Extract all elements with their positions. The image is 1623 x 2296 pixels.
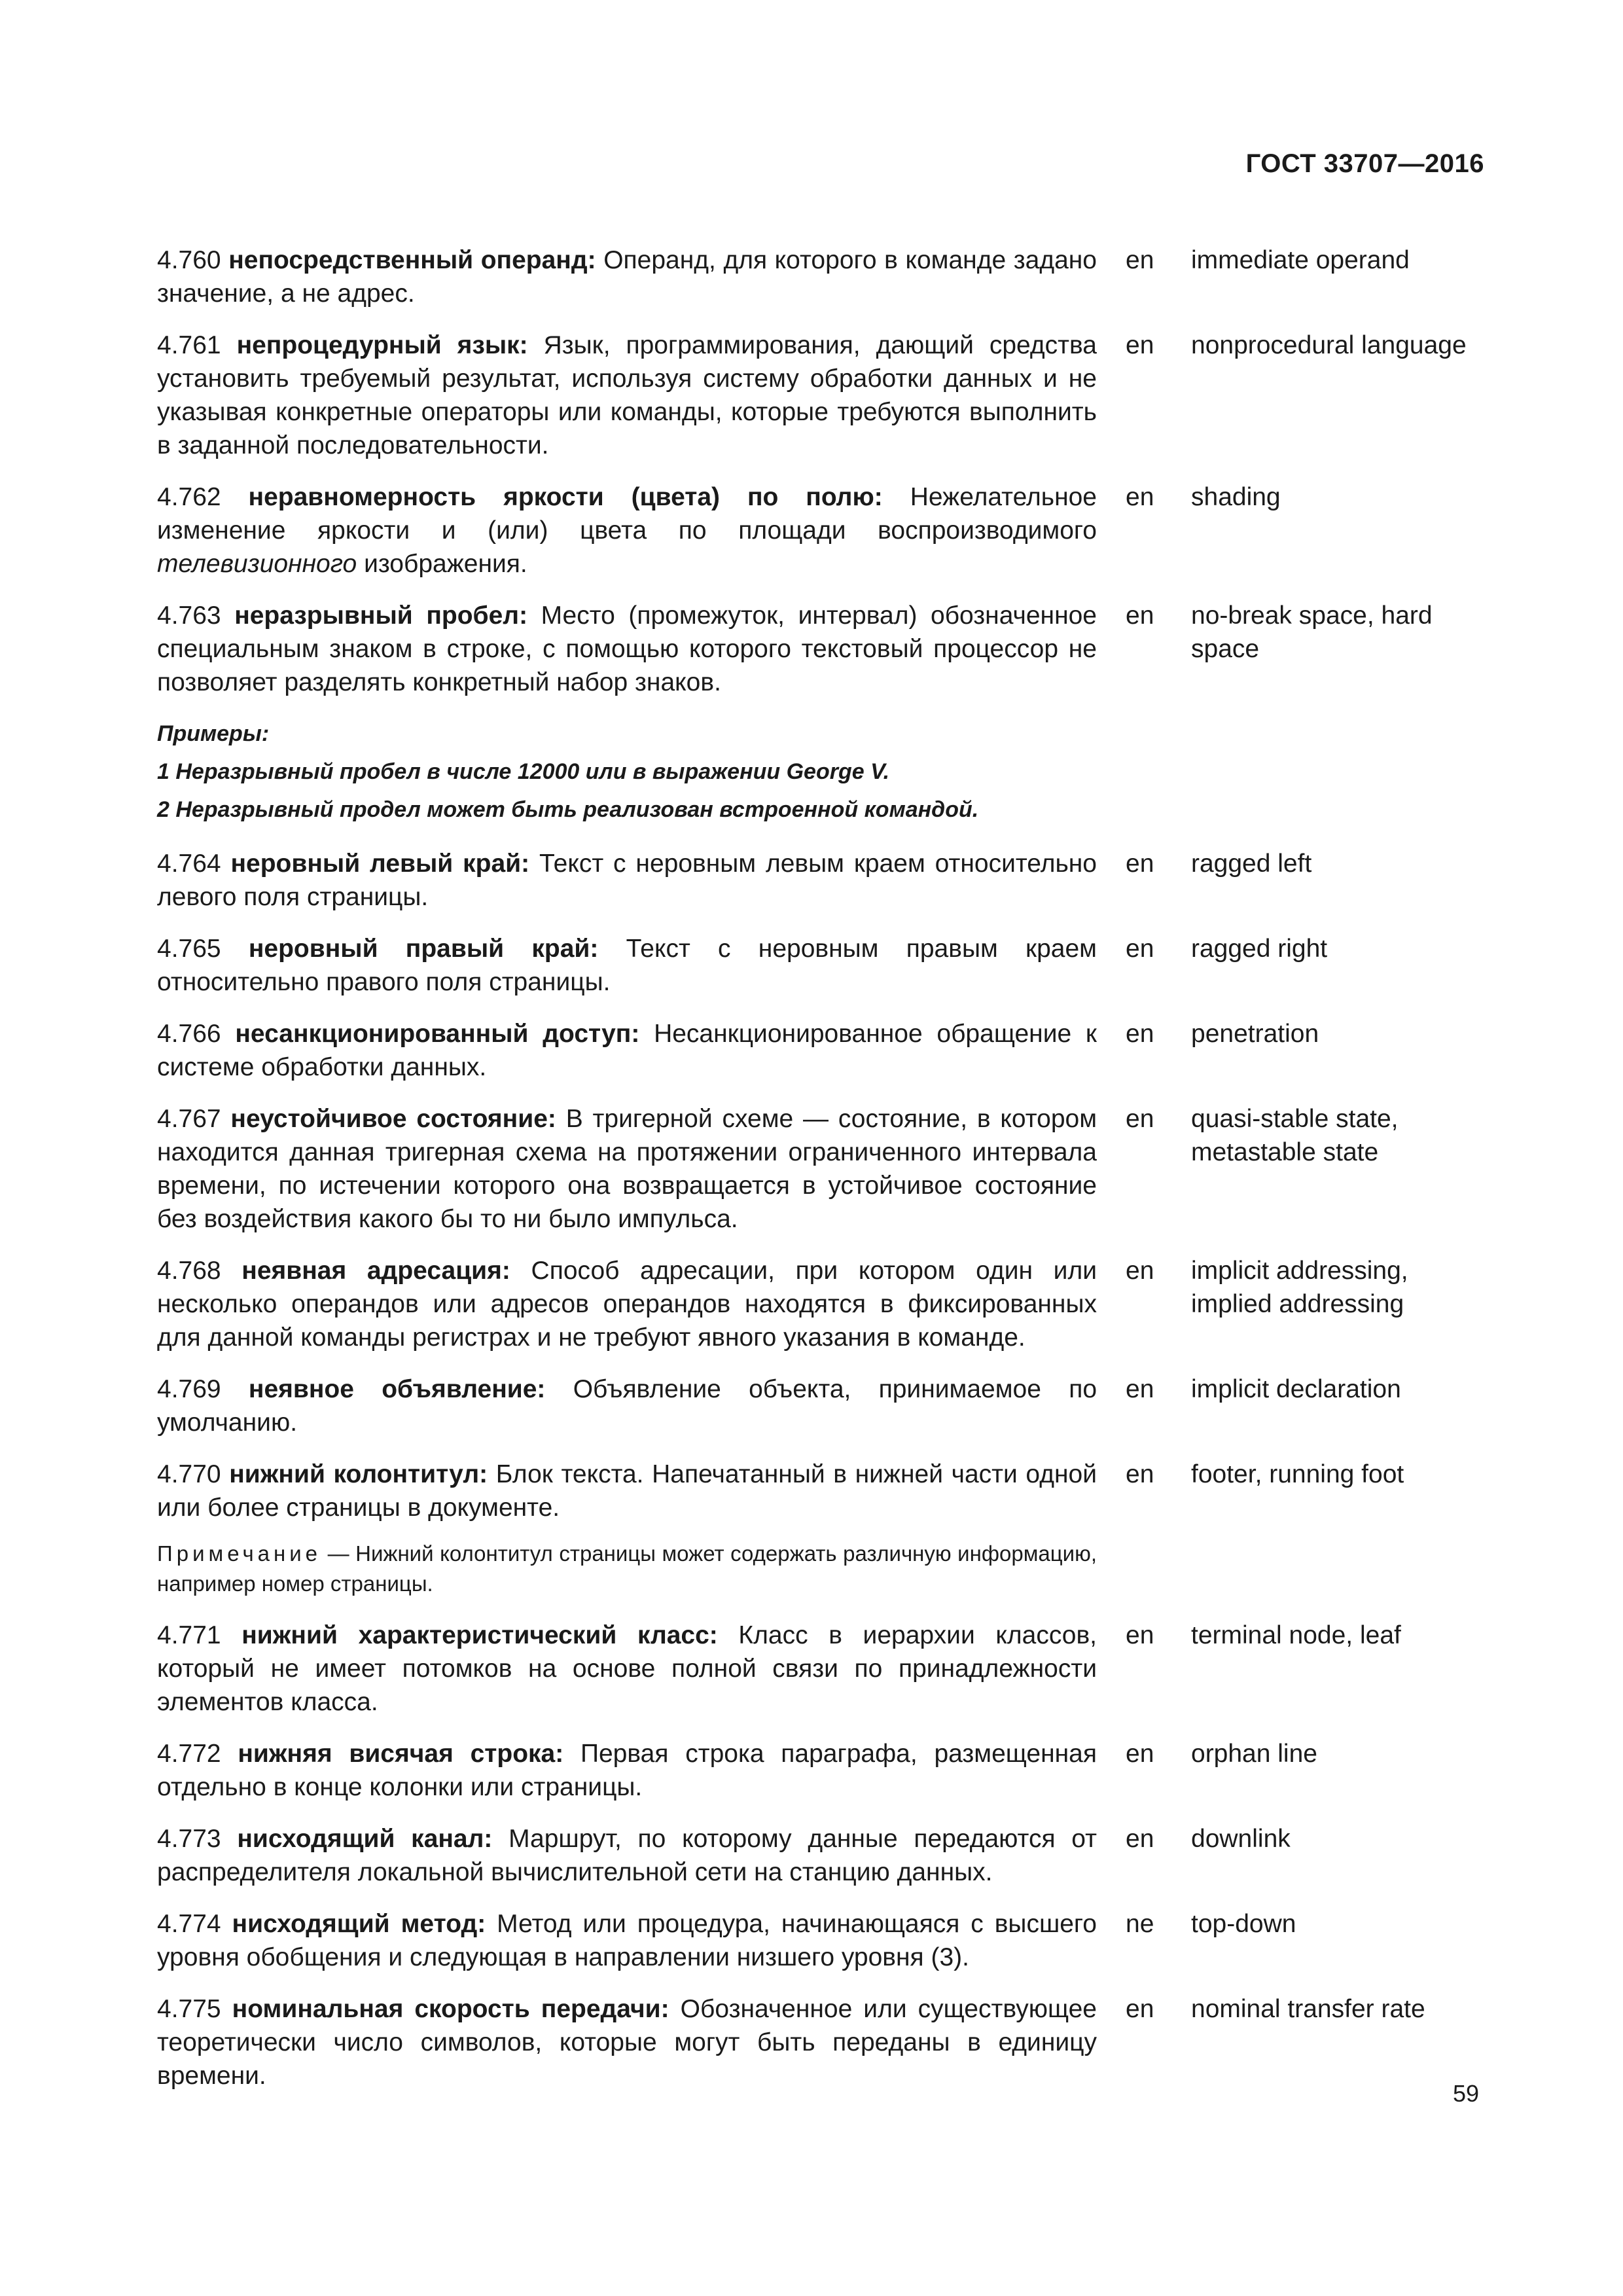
entry-number: 4.773 xyxy=(157,1825,221,1853)
entry-english-term: ragged right xyxy=(1191,935,1328,963)
entry-definition xyxy=(157,599,1097,699)
entry-number: 4.775 xyxy=(157,1995,221,2023)
entry-term: нисходящий метод: xyxy=(232,1910,486,1938)
entry-4-775 xyxy=(157,1992,1486,2092)
entry-definition xyxy=(157,480,1097,581)
entry-term: непосредственный операнд: xyxy=(228,246,596,274)
entry-lang: en xyxy=(1126,1995,1154,2023)
entry-lang: en xyxy=(1126,850,1154,878)
entry-english-term: shading xyxy=(1191,483,1281,511)
entry-term: неустойчивое состояние: xyxy=(230,1105,556,1133)
entry-term: нижняя висячая строка: xyxy=(238,1740,564,1768)
entry-4-770 xyxy=(157,1458,1486,1524)
entry-text: Операнд, для которого в команде задано значение, а не адрес. xyxy=(157,246,1097,308)
entry-term: нисходящий канал: xyxy=(237,1825,493,1853)
entry-definition xyxy=(157,932,1097,999)
entry-lang: en xyxy=(1126,601,1154,630)
entry-english-term: orphan line xyxy=(1191,1740,1317,1768)
entry-term: нижний характеристический класс: xyxy=(241,1621,718,1649)
entry-lang: en xyxy=(1126,1020,1154,1048)
entry-term: неявная адресация: xyxy=(241,1257,510,1285)
note-block xyxy=(157,1539,1097,1599)
standard-code: ГОСТ 33707—2016 xyxy=(1245,149,1484,178)
entry-4-765 xyxy=(157,932,1486,999)
entry-4-763 xyxy=(157,599,1486,699)
entry-number: 4.771 xyxy=(157,1621,221,1649)
entry-lang: en xyxy=(1126,935,1154,963)
entry-term: номинальная скорость передачи: xyxy=(232,1995,669,2023)
entry-text: Текст с неровным правым краем относительно правого поля страницы. xyxy=(157,935,1097,996)
entry-number: 4.774 xyxy=(157,1910,221,1938)
entry-term: неразрывный пробел: xyxy=(234,601,528,630)
examples-block xyxy=(157,715,1097,829)
entry-4-762 xyxy=(157,480,1486,581)
entry-definition xyxy=(157,1619,1097,1719)
entry-term: неявное объявление: xyxy=(248,1375,546,1403)
entry-text: Обозначенное или существующее теоретически число символов, которые могут быть переданы в единицу времени. xyxy=(157,1995,1097,2090)
entry-term: нижний колонтитул: xyxy=(229,1460,488,1488)
example-item: 2 Неразрывный продел может быть реализован встроенной командой. xyxy=(157,797,979,822)
entry-english-term: footer, running foot xyxy=(1191,1460,1404,1488)
entry-term: неровный правый край: xyxy=(248,935,599,963)
entry-english-term: terminal node, leaf xyxy=(1191,1621,1401,1649)
entry-4-766 xyxy=(157,1017,1486,1084)
entry-number: 4.768 xyxy=(157,1257,221,1285)
entry-lang: en xyxy=(1126,1105,1154,1133)
entry-definition xyxy=(157,1254,1097,1354)
entry-4-760 xyxy=(157,243,1486,310)
entry-4-773 xyxy=(157,1822,1486,1889)
entry-text: Способ адресации, при котором один или несколько операндов или адресов операндов находятся в фиксированных для данной команды регистрах и не требуют явного указания в команде. xyxy=(157,1257,1097,1352)
entry-text: Текст с неровным левым краем относительно левого поля страницы. xyxy=(157,850,1097,911)
entry-definition xyxy=(157,1992,1097,2092)
note-text: — Нижний колонтитул страницы может содержать различную информацию, например номер страницы. xyxy=(157,1541,1097,1596)
entry-number: 4.763 xyxy=(157,601,221,630)
entry-english-term: nonprocedural language xyxy=(1191,331,1467,359)
glossary-body xyxy=(157,243,1486,2111)
entry-number: 4.769 xyxy=(157,1375,221,1403)
entry-definition xyxy=(157,1372,1097,1439)
entry-english-term: quasi-stable state, metastable state xyxy=(1191,1105,1399,1166)
entry-lang: en xyxy=(1126,1621,1154,1649)
example-item: 1 Неразрывный пробел в числе 12000 или в выражении George V. xyxy=(157,759,890,784)
entry-english-term: downlink xyxy=(1191,1825,1291,1853)
entry-text: Маршрут, по которому данные передаются от распределителя локальной вычислительной сети на станцию данных. xyxy=(157,1825,1097,1886)
entry-4-764 xyxy=(157,847,1486,914)
entry-definition xyxy=(157,1822,1097,1889)
entry-lang: en xyxy=(1126,483,1154,511)
entry-definition xyxy=(157,847,1097,914)
entry-text: Метод или процедура, начинающаяся с высшего уровня обобщения и следующая в направлении низшего уровня (3). xyxy=(157,1910,1097,1971)
entry-lang: en xyxy=(1126,331,1154,359)
entry-4-767 xyxy=(157,1102,1486,1236)
note-label: Примечание xyxy=(157,1541,322,1566)
page-number: 59 xyxy=(1452,2080,1479,2107)
entry-text: Язык, программирования, дающий средства установить требуемый результат, используя систему обработки данных и не указывая конкретные операторы или команды, которые требуются выполнить в заданной последовательности. xyxy=(157,331,1097,459)
entry-term: неровный левый край: xyxy=(230,850,530,878)
entry-definition xyxy=(157,1907,1097,1974)
entry-4-772 xyxy=(157,1737,1486,1804)
entry-english-term: no-break space, hard space xyxy=(1191,601,1433,663)
entry-lang: en xyxy=(1126,1460,1154,1488)
entry-text: Место (промежуток, интервал) обозначенное специальным знаком в строке, с помощью которого текстовый процессор не позволяет разделять конкретный набор знаков. xyxy=(157,601,1097,696)
entry-definition xyxy=(157,1017,1097,1084)
entry-italic-word: телевизионного xyxy=(157,550,357,578)
examples-heading: Примеры: xyxy=(157,721,270,746)
entry-english-term: penetration xyxy=(1191,1020,1319,1048)
entry-4-769 xyxy=(157,1372,1486,1439)
entry-4-774 xyxy=(157,1907,1486,1974)
entry-text: В тригерной схеме — состояние, в котором находится данная тригерная схема на протяжении ограниченного интервала времени, по истечении которого она возвращается в устойчивое состояние без воздействия какого бы то ни было импульса. xyxy=(157,1105,1097,1233)
entry-definition xyxy=(157,1102,1097,1236)
entry-text: Объявление объекта, принимаемое по умолчанию. xyxy=(157,1375,1097,1437)
entry-english-term: implicit addressing, implied addressing xyxy=(1191,1257,1408,1318)
entry-lang: en xyxy=(1126,246,1154,274)
entry-number: 4.760 xyxy=(157,246,221,274)
entry-number: 4.762 xyxy=(157,483,221,511)
entry-term: неравномерность яркости (цвета) по полю: xyxy=(248,483,883,511)
entry-english-term: implicit declaration xyxy=(1191,1375,1401,1403)
entry-text: Несанкционированное обращение к системе обработки данных. xyxy=(157,1020,1097,1081)
entry-english-term: nominal transfer rate xyxy=(1191,1995,1425,2023)
entry-number: 4.767 xyxy=(157,1105,221,1133)
entry-term: непроцедурный язык: xyxy=(236,331,528,359)
entry-english-term: ragged left xyxy=(1191,850,1312,878)
entry-lang: en xyxy=(1126,1257,1154,1285)
entry-text-after: изображения. xyxy=(357,550,527,578)
entry-text: Нежелательное изменение яркости и (или) цвета по площади воспроизводимого xyxy=(157,483,1097,545)
entry-text: Первая строка параграфа, размещенная отдельно в конце колонки или страницы. xyxy=(157,1740,1097,1801)
entry-text: Класс в иерархии классов, который не имеет потомков на основе полной связи по принадлежности элементов класса. xyxy=(157,1621,1097,1716)
entry-english-term: top-down xyxy=(1191,1910,1296,1938)
entry-definition xyxy=(157,243,1097,310)
entry-number: 4.765 xyxy=(157,935,221,963)
entry-number: 4.761 xyxy=(157,331,221,359)
entry-term: несанкционированный доступ: xyxy=(235,1020,640,1048)
entry-lang: en xyxy=(1126,1375,1154,1403)
entry-number: 4.764 xyxy=(157,850,221,878)
entry-text: Блок текста. Напечатанный в нижней части одной или более страницы в документе. xyxy=(157,1460,1097,1522)
entry-lang: en xyxy=(1126,1825,1154,1853)
entry-lang: en xyxy=(1126,1740,1154,1768)
entry-4-761 xyxy=(157,329,1486,462)
entry-number: 4.772 xyxy=(157,1740,221,1768)
entry-definition xyxy=(157,1737,1097,1804)
entry-4-768 xyxy=(157,1254,1486,1354)
entry-english-term: immediate operand xyxy=(1191,246,1410,274)
entry-4-771 xyxy=(157,1619,1486,1719)
entry-lang: ne xyxy=(1126,1910,1154,1938)
entry-number: 4.766 xyxy=(157,1020,221,1048)
entry-definition xyxy=(157,1458,1097,1524)
entry-number: 4.770 xyxy=(157,1460,221,1488)
entry-definition xyxy=(157,329,1097,462)
